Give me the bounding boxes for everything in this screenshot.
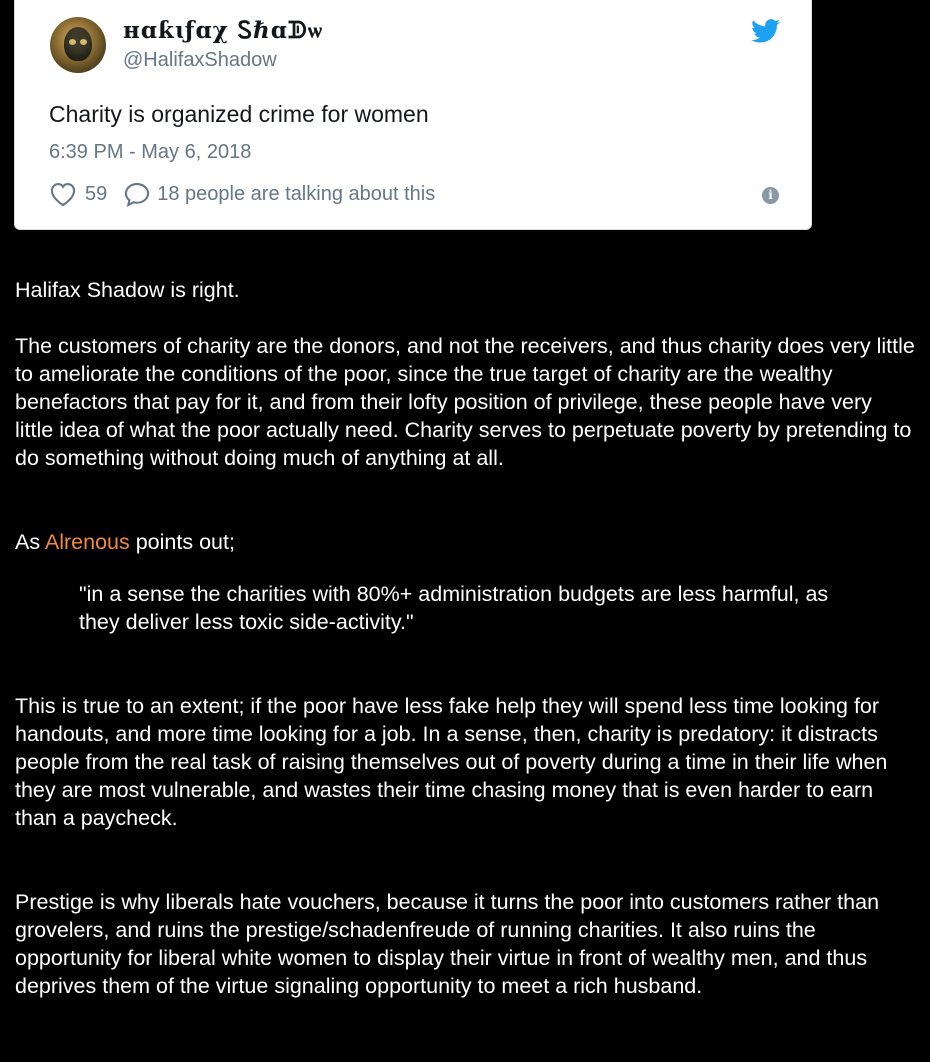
alrenous-link[interactable]: Alrenous <box>44 530 130 554</box>
likes-count[interactable]: 59 <box>85 182 108 205</box>
tweet-actions <box>49 179 435 209</box>
info-icon[interactable]: i <box>762 187 779 204</box>
blockquote: "in a sense the charities with 80%+ administration budgets are less harmful, as they deliver less toxic side-activity." <box>79 582 829 634</box>
embedded-tweet[interactable] <box>14 0 812 230</box>
talking-count[interactable]: 18 people are talking about this <box>157 182 436 205</box>
paragraph-customers: The customers of charity are the donors, and not the receivers, and thus charity does very little to ameliorate the conditions of the poor, since the true target of charity are the wealthy benefactors that pay for it, and from their lofty position of privilege, these people have very little idea of what the poor actually need. Charity serves to perpetuate poverty by pretending to do something without doing much of anything at all. <box>15 334 915 470</box>
article-body <box>15 276 915 1000</box>
tweet-text: Charity is organized crime for women <box>49 101 429 127</box>
avatar[interactable] <box>50 17 106 73</box>
paragraph-intro: Halifax Shadow is right. <box>15 278 240 302</box>
paragraph-prestige: Prestige is why liberals hate vouchers, because it turns the poor into customers rather than grovelers, and ruins the prestige/schadenfreude of running charities. It also ruins the opportunity for liberal white women to display their virtue in front of wealthy men, and thus deprives them of the virtue signaling opportunity to meet a rich husband. <box>15 890 880 998</box>
display-name[interactable]: ʜɑƙɩƒɑχ Ꮪℏɑᗫѡ <box>123 17 324 44</box>
reply-bubble-icon[interactable] <box>123 181 151 207</box>
twitter-bird-icon[interactable] <box>751 19 781 43</box>
paragraph-alrenous <box>15 528 915 556</box>
user-handle[interactable]: @HalifaxShadow <box>123 49 277 71</box>
paragraph-alrenous-after: points out; <box>129 530 235 554</box>
avatar-mask-image <box>64 27 92 61</box>
paragraph-alrenous-before: As <box>15 530 45 554</box>
tweet-timestamp[interactable]: 6:39 PM - May 6, 2018 <box>49 141 252 163</box>
heart-icon[interactable] <box>49 181 77 207</box>
paragraph-extent: This is true to an extent; if the poor have less fake help they will spend less time looking for handouts, and more time looking for a job. In a sense, then, charity is predatory: it distracts people from the real task of raising themselves out of poverty during a time in their life when they are most vulnerable, and wastes their time chasing money that is even harder to earn than a paycheck. <box>15 694 888 830</box>
